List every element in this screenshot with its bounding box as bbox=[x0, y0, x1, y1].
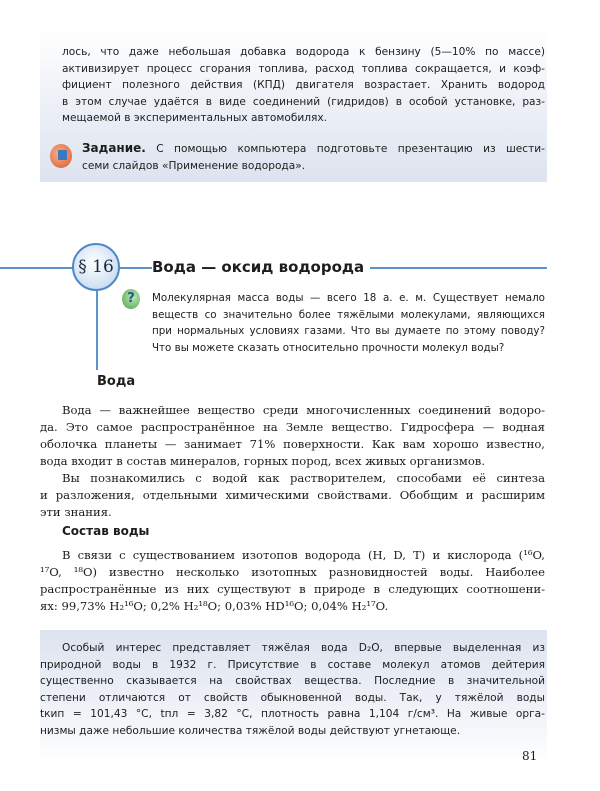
text-line: распространённые из них существуют в природе в следующих соотношени- bbox=[40, 582, 545, 596]
text-line: Что вы можете сказать относительно прочности молекул воды? bbox=[152, 341, 505, 354]
task-line: С помощью компьютера подготовьте презентацию из шести- bbox=[156, 143, 545, 155]
text-line: существенно сказывается на свойствах вещества. Последние в значительной bbox=[40, 675, 545, 688]
task-text bbox=[82, 140, 545, 174]
text-line: В связи с существованием изотопов водорода (H, D, T) и кислорода (¹⁶O, bbox=[62, 548, 545, 562]
text-line: активизирует процесс сгорания топлива, расход топлива сокращается, и коэф- bbox=[62, 62, 545, 75]
text-line: степени отличаются от свойств обыкновенной воды. Так, у тяжёлой воды bbox=[40, 691, 545, 704]
page-number: 81 bbox=[522, 749, 538, 763]
text-line: лось, что даже небольшая добавка водорода к бензину (5—10% по массе) bbox=[62, 46, 545, 58]
computer-task-icon bbox=[50, 144, 72, 168]
text-line: фициент полезного действия (КПД) двигателя возрастает. Хранить водород bbox=[62, 79, 545, 92]
text-line: оболочка планеты — занимает 71% поверхности. Как вам хорошо известно, bbox=[40, 437, 545, 451]
text-line: природной воды в 1932 г. Присутствие в составе молекул атомов дейтерия bbox=[40, 658, 545, 671]
composition-paragraph bbox=[40, 547, 545, 615]
task-label: Задание. bbox=[82, 141, 146, 155]
hydrogen-fuel-text bbox=[62, 44, 545, 127]
section-number-badge bbox=[72, 243, 120, 291]
water-heading: Вода bbox=[97, 374, 136, 389]
text-line: ¹⁷O, ¹⁸O) известно несколько изотопных разновидностей воды. Наиболее bbox=[40, 565, 545, 579]
text-line: веществ со значительно более тяжёлыми молекулами, являющихся bbox=[152, 308, 545, 321]
text-line: в этом случае удаётся в виде соединений (гидридов) в особой установке, раз- bbox=[62, 95, 545, 108]
text-line: и разложения, отдельными химическими свойствами. Обобщим и расширим bbox=[40, 488, 545, 502]
text-line: низмы даже небольшие количества тяжёлой воды действуют угнетающе. bbox=[40, 724, 461, 737]
text-line: при нормальных условиях газами. Что вы думаете по этому поводу? bbox=[152, 325, 545, 338]
text-line: вода входит в состав минералов, горных пород, всех живых организмов. bbox=[40, 454, 486, 468]
text-line: Молекулярная масса воды — всего 18 а. е. м. Существует немало bbox=[152, 292, 545, 304]
section-vertical-line bbox=[96, 290, 98, 370]
text-line: эти знания. bbox=[40, 505, 112, 519]
text-line: tкип = 101,43 °C, tпл = 3,82 °C, плотность равна 1,104 г/см³. На живые орга- bbox=[40, 708, 545, 721]
text-line: Особый интерес представляет тяжёлая вода D₂O, впервые выделенная из bbox=[62, 642, 545, 654]
section-number: § 16 bbox=[78, 257, 114, 277]
question-text bbox=[152, 290, 545, 356]
task-line: семи слайдов «Применение водорода». bbox=[82, 159, 306, 172]
text-line: Вы познакомились с водой как растворителем, способами её синтеза bbox=[62, 471, 545, 485]
text-line: да. Это самое распространённое на Земле вещество. Гидросфера — водная bbox=[40, 420, 545, 434]
heavy-water-text bbox=[40, 640, 545, 740]
text-line: ях: 99,73% H₂¹⁶O; 0,2% H₂¹⁸O; 0,03% HD¹⁶O; 0,04% H₂¹⁷O. bbox=[40, 599, 389, 613]
water-paragraph-2 bbox=[40, 470, 545, 521]
section-title: Вода — оксид водорода bbox=[152, 258, 370, 276]
question-icon: ? bbox=[122, 289, 140, 309]
water-paragraph-1 bbox=[40, 402, 545, 470]
text-line: Вода — важнейшее вещество среди многочисленных соединений водоро- bbox=[62, 403, 545, 417]
text-line: мещаемой в экспериментальных автомобилях. bbox=[62, 112, 328, 125]
composition-heading: Состав воды bbox=[62, 524, 150, 538]
